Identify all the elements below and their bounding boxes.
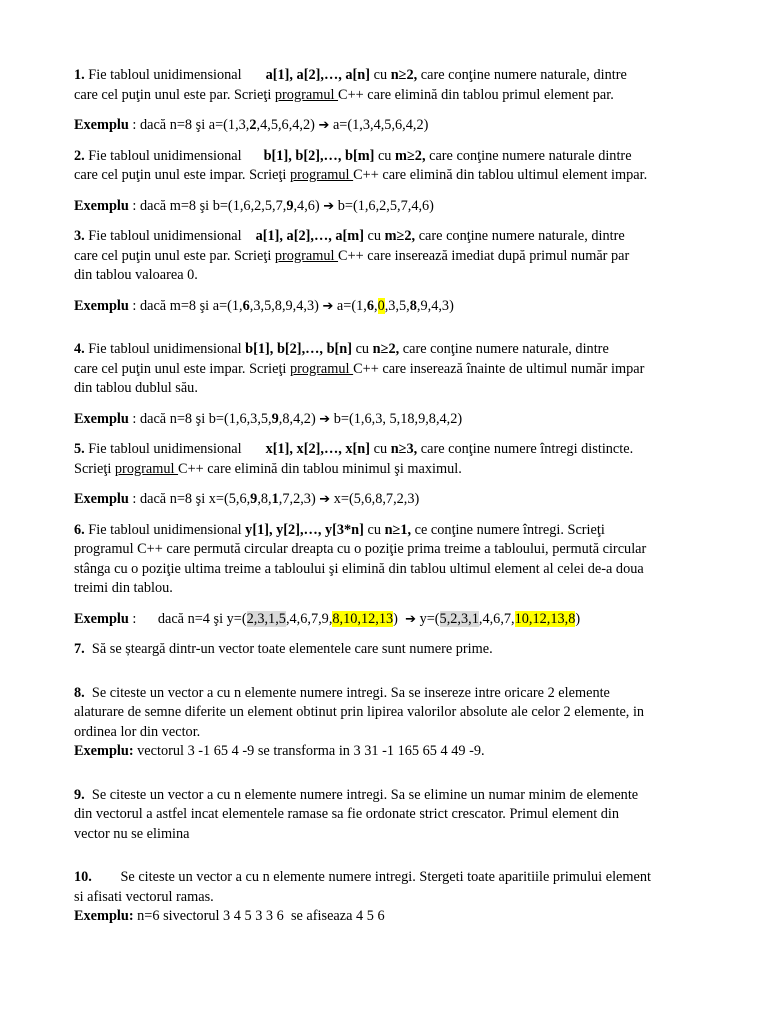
problem-10 xyxy=(74,868,698,927)
problem-statement: 1. Fie tabloul unidimensional a[1], a[2],…, a[n] cu n≥2, care conţine numere naturale, dintre care cel puţin unul este par. Scrieţi programul C++ care elimină din tablou primul element par. xyxy=(74,67,627,103)
highlight-yellow: 0 xyxy=(377,297,385,314)
document-page xyxy=(74,66,698,927)
problem-statement: 8. Se citeste un vector a cu n elemente numere intregi. Sa se insereze intre oricare 2 elemente alaturare de semne diferite un element obtinut prin lipirea valorilor absolute ale celor 2 elemente, in ordinea lor din vector. Exemplu: vectorul 3 -1 65 4 -9 se transforma in 3 31 -1 165 65 4 49 -9. xyxy=(74,684,645,759)
right-arrow-icon: ➔ xyxy=(319,411,331,427)
example-line: Exemplu : dacă n=8 şi a=(1,3,2,4,5,6,4,2) ➔ a=(1,3,4,5,6,4,2) xyxy=(74,117,429,133)
example-line: Exemplu : dacă n=8 şi x=(5,6,9,8,1,7,2,3) ➔ x=(5,6,8,7,2,3) xyxy=(74,491,420,507)
right-arrow-icon: ➔ xyxy=(405,611,416,627)
problem-statement: 10. Se citeste un vector a cu n elemente numere intregi. Stergeti toate aparitiile primului element si afisati vectorul ramas. Exemplu: n=6 sivectorul 3 4 5 3 3 6 se afiseaza 4 5 6 xyxy=(74,869,651,924)
right-arrow-icon: ➔ xyxy=(322,298,334,314)
problem-8 xyxy=(74,684,698,762)
highlight-gray: 2,3,1,5 xyxy=(246,610,286,627)
example-line: Exemplu : dacă m=8 şi b=(1,6,2,5,7,9,4,6) ➔ b=(1,6,2,5,7,4,6) xyxy=(74,197,434,214)
problem-statement: 4. Fie tabloul unidimensional b[1], b[2],…, b[n] cu n≥2, care conţine numere naturale, dintre care cel puţin unul este impar. Scrieţi programul C++ care inserează înainte de ultimul număr impar din tablou dublul său. xyxy=(74,341,645,396)
right-arrow-icon: ➔ xyxy=(319,492,331,507)
problem-statement: 5. Fie tabloul unidimensional x[1], x[2],…, x[n] cu n≥3, care conţine numere întregi distincte. Scrieţi programul C++ care elimină din tablou minimul şi maximul. xyxy=(74,441,634,477)
problem-statement: 6. Fie tabloul unidimensional y[1], y[2],…, y[3*n] cu n≥1, ce conţine numere întregi. Scrieţi programul C++ care permută circular dreapta cu o poziţie prima treime a tabloului, permută circular stânga cu o poziţie ultima treime a tabloului şi elimină din tablou ultimul element al celei de-a doua treimi din tablou. xyxy=(74,521,647,596)
problem-2 xyxy=(74,147,698,217)
highlight-yellow: 8,10,12,13 xyxy=(332,610,394,627)
right-arrow-icon: ➔ xyxy=(323,198,335,214)
problem-7 xyxy=(74,640,698,660)
problem-statement: 7. Să se șteargă dintr-un vector toate elementele care sunt numere prime. xyxy=(74,641,493,657)
example-line: Exemplu : dacă n=8 şi b=(1,6,3,5,9,8,4,2) ➔ b=(1,6,3, 5,18,9,8,4,2) xyxy=(74,410,463,427)
problem-statement: 9. Se citeste un vector a cu n elemente numere intregi. Sa se elimine un numar minim de elemente din vectorul a astfel incat elementele ramase sa fie ordonate strict crescator. Primul element din vector nu se elimina xyxy=(74,786,639,842)
problem-statement: 2. Fie tabloul unidimensional b[1], b[2],…, b[m] cu m≥2, care conţine numere naturale dintre care cel puţin unul este impar. Scrieţi programul C++ care elimină din tablou ultimul element impar. xyxy=(74,147,648,183)
example-line: Exemplu : dacă n=4 şi y=(2,3,1,5,4,6,7,9,8,10,12,13) ➔ y=(5,2,3,1,4,6,7,10,12,13,8) xyxy=(74,610,581,627)
highlight-yellow: 10,12,13,8 xyxy=(514,610,576,627)
right-arrow-icon: ➔ xyxy=(318,118,330,133)
problem-4 xyxy=(74,340,698,429)
problem-5 xyxy=(74,440,698,510)
problem-9 xyxy=(74,786,698,845)
problem-statement: 3. Fie tabloul unidimensional a[1], a[2],…, a[m] cu m≥2, care conţine numere naturale, dintre care cel puţin unul este par. Scrieţi programul C++ care inserează imediat după primul număr par din tablou valoarea 0. xyxy=(74,228,630,283)
problem-3 xyxy=(74,227,698,316)
highlight-gray: 5,2,3,1 xyxy=(439,610,479,627)
problem-1 xyxy=(74,66,698,136)
example-line: Exemplu : dacă m=8 şi a=(1,6,3,5,8,9,4,3) ➔ a=(1,6,0,3,5,8,9,4,3) xyxy=(74,297,454,314)
problem-6 xyxy=(74,521,698,630)
